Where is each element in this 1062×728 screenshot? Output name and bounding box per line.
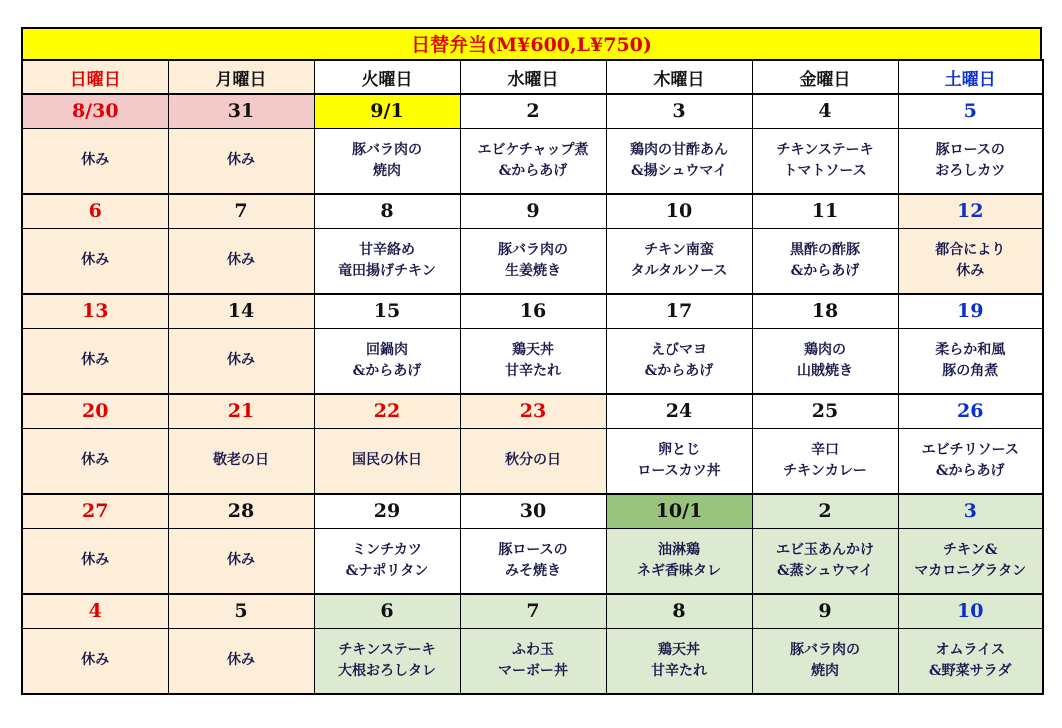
menu-line: エビチリソース: [921, 441, 1019, 458]
menu-cell-wed: [460, 328, 606, 394]
menu-cell-fri: [752, 628, 898, 694]
date-cell-mon: 31: [168, 94, 314, 128]
date-cell-sun: 20: [22, 394, 168, 428]
menu-cell-wed: [460, 528, 606, 594]
menu-cell-wed: [460, 228, 606, 294]
menu-cell-sun: [22, 628, 168, 694]
date-cell-wed: 16: [460, 294, 606, 328]
date-row: [22, 594, 1043, 628]
menu-line: 休み: [81, 152, 110, 169]
date-cell-thu: 24: [606, 394, 752, 428]
menu-line: チキン&: [943, 541, 998, 558]
menu-cell-sat: [898, 628, 1043, 694]
menu-cell-thu: [606, 228, 752, 294]
menu-line: 休み: [227, 352, 255, 369]
date-cell-sat: 10: [898, 594, 1043, 628]
menu-cell-mon: [168, 128, 314, 194]
menu-line: 休み: [227, 652, 255, 669]
menu-line: チキンカレー: [783, 462, 867, 479]
menu-line: &からあげ: [935, 462, 1005, 479]
date-row: [22, 394, 1043, 428]
menu-row: [22, 328, 1043, 394]
menu-cell-tue: [314, 128, 460, 194]
menu-cell-sat: [898, 528, 1043, 594]
menu-cell-wed: [460, 428, 606, 494]
menu-line: 豚バラ肉の: [498, 241, 568, 258]
menu-line: 豚バラ肉の: [790, 641, 860, 658]
menu-line: 柔らか和風: [935, 341, 1006, 358]
menu-cell-tue: [314, 528, 460, 594]
menu-cell-sat: [898, 128, 1043, 194]
menu-line: タルタルソース: [630, 262, 728, 279]
date-cell-fri: 18: [752, 294, 898, 328]
menu-line: みそ焼き: [505, 562, 561, 579]
menu-cell-sun: [22, 328, 168, 394]
date-cell-sat: 5: [898, 94, 1043, 128]
menu-line: &野菜サラダ: [929, 662, 1012, 679]
menu-line: 山賊焼き: [797, 362, 853, 379]
menu-cell-tue: [314, 328, 460, 394]
menu-line: &からあげ: [644, 362, 714, 379]
date-cell-wed: 2: [460, 94, 606, 128]
menu-line: 休み: [227, 152, 255, 169]
menu-line: 鶏肉の: [804, 341, 846, 358]
menu-row: [22, 528, 1043, 594]
weekday-header-sat: 土曜日: [898, 60, 1043, 94]
date-cell-wed: 7: [460, 594, 606, 628]
lunch-calendar: [21, 27, 1042, 695]
menu-line: 豚ロースの: [935, 141, 1005, 158]
menu-cell-wed: [460, 128, 606, 194]
date-cell-tue: 8: [314, 194, 460, 228]
menu-line: 焼肉: [373, 162, 401, 179]
date-cell-tue: 6: [314, 594, 460, 628]
menu-cell-sun: [22, 428, 168, 494]
menu-cell-mon: [168, 528, 314, 594]
date-row: [22, 294, 1043, 328]
menu-cell-sat: [898, 428, 1043, 494]
menu-line: &からあげ: [498, 162, 568, 179]
menu-line: 鶏天丼: [512, 341, 554, 358]
date-cell-fri: 2: [752, 494, 898, 528]
menu-line: 甘辛たれ: [505, 362, 561, 379]
date-cell-mon: 21: [168, 394, 314, 428]
menu-cell-mon: [168, 428, 314, 494]
date-cell-mon: 5: [168, 594, 314, 628]
menu-line: &揚シュウマイ: [630, 162, 728, 179]
date-cell-tue: 15: [314, 294, 460, 328]
menu-line: 休み: [81, 452, 110, 469]
menu-line: 黒酢の酢豚: [790, 241, 860, 258]
menu-row: [22, 628, 1043, 694]
menu-cell-fri: [752, 128, 898, 194]
menu-line: チキンステーキ: [776, 141, 874, 158]
menu-line: ネギ香味タレ: [637, 562, 721, 579]
menu-line: トマトソース: [783, 162, 867, 179]
date-cell-wed: 23: [460, 394, 606, 428]
menu-line: 休み: [227, 252, 255, 269]
date-cell-mon: 14: [168, 294, 314, 328]
date-cell-sun: 6: [22, 194, 168, 228]
menu-line: 休み: [81, 252, 110, 269]
date-cell-fri: 4: [752, 94, 898, 128]
menu-cell-sun: [22, 128, 168, 194]
menu-cell-fri: [752, 228, 898, 294]
menu-cell-thu: [606, 128, 752, 194]
menu-line: 休み: [956, 262, 985, 279]
date-cell-sun: 13: [22, 294, 168, 328]
date-cell-thu: 3: [606, 94, 752, 128]
date-cell-sat: 19: [898, 294, 1043, 328]
menu-line: 休み: [81, 352, 110, 369]
date-cell-tue: 9/1: [314, 94, 460, 128]
date-cell-thu: 8: [606, 594, 752, 628]
menu-line: 生姜焼き: [505, 262, 561, 279]
date-cell-sat: 12: [898, 194, 1043, 228]
menu-line: 鶏肉の甘酢あん: [630, 141, 728, 158]
menu-line: マカロニグラタン: [914, 562, 1027, 579]
menu-cell-tue: [314, 228, 460, 294]
date-cell-tue: 22: [314, 394, 460, 428]
menu-line: おろしカツ: [935, 162, 1006, 179]
menu-line: &からあげ: [790, 262, 860, 279]
page-title: 日替弁当(M¥600,L¥750): [21, 27, 1042, 59]
menu-line: &蒸シュウマイ: [776, 562, 874, 579]
menu-line: 豚バラ肉の: [352, 141, 422, 158]
menu-row: [22, 128, 1043, 194]
menu-line: 回鍋肉: [366, 341, 408, 358]
menu-line: オムライス: [935, 641, 1005, 658]
menu-cell-sun: [22, 528, 168, 594]
calendar-grid: [21, 59, 1044, 695]
date-cell-thu: 10: [606, 194, 752, 228]
menu-cell-thu: [606, 428, 752, 494]
date-row: [22, 494, 1043, 528]
weekday-header-wed: 水曜日: [460, 60, 606, 94]
menu-line: 都合により: [935, 241, 1006, 258]
weekday-header-row: [22, 60, 1043, 94]
menu-cell-mon: [168, 628, 314, 694]
menu-line: 甘辛絡め: [359, 241, 415, 258]
menu-line: 豚ロースの: [498, 541, 568, 558]
menu-line: 油淋鶏: [658, 541, 700, 558]
menu-cell-mon: [168, 228, 314, 294]
date-cell-sun: 8/30: [22, 94, 168, 128]
menu-line: &ナポリタン: [345, 562, 429, 579]
date-cell-wed: 9: [460, 194, 606, 228]
menu-row: [22, 228, 1043, 294]
menu-cell-wed: [460, 628, 606, 694]
menu-cell-thu: [606, 528, 752, 594]
menu-line: チキン南蛮: [644, 241, 714, 258]
menu-line: 豚の角煮: [942, 362, 999, 379]
menu-line: 休み: [81, 652, 110, 669]
menu-line: 休み: [227, 552, 255, 569]
menu-row: [22, 428, 1043, 494]
menu-line: 焼肉: [811, 662, 839, 679]
weekday-header-thu: 木曜日: [606, 60, 752, 94]
menu-line: エビ玉あんかけ: [776, 541, 874, 558]
date-cell-thu: 17: [606, 294, 752, 328]
menu-line: えびマヨ: [651, 341, 707, 358]
menu-line: 大根おろしタレ: [338, 662, 436, 679]
date-cell-sat: 26: [898, 394, 1043, 428]
menu-cell-fri: [752, 328, 898, 394]
date-row: [22, 194, 1043, 228]
menu-line: チキンステーキ: [338, 641, 436, 658]
menu-line: 鶏天丼: [658, 641, 700, 658]
date-cell-tue: 29: [314, 494, 460, 528]
weekday-header-mon: 月曜日: [168, 60, 314, 94]
date-cell-fri: 25: [752, 394, 898, 428]
weekday-header-fri: 金曜日: [752, 60, 898, 94]
menu-cell-fri: [752, 428, 898, 494]
date-row: [22, 94, 1043, 128]
date-cell-fri: 9: [752, 594, 898, 628]
menu-cell-thu: [606, 328, 752, 394]
menu-line: ロースカツ丼: [637, 462, 721, 479]
date-cell-sun: 4: [22, 594, 168, 628]
menu-cell-sun: [22, 228, 168, 294]
date-cell-sat: 3: [898, 494, 1043, 528]
date-cell-mon: 28: [168, 494, 314, 528]
menu-line: 休み: [81, 552, 110, 569]
date-cell-sun: 27: [22, 494, 168, 528]
menu-cell-fri: [752, 528, 898, 594]
menu-line: 秋分の日: [505, 452, 561, 469]
menu-cell-mon: [168, 328, 314, 394]
menu-cell-sat: [898, 328, 1043, 394]
menu-line: 辛口: [811, 441, 839, 458]
date-cell-wed: 30: [460, 494, 606, 528]
menu-cell-tue: [314, 628, 460, 694]
date-cell-thu: 10/1: [606, 494, 752, 528]
menu-line: 竜田揚げチキン: [338, 262, 436, 279]
menu-cell-tue: [314, 428, 460, 494]
menu-cell-thu: [606, 628, 752, 694]
menu-cell-sat: [898, 228, 1043, 294]
date-cell-mon: 7: [168, 194, 314, 228]
menu-line: ふわ玉: [512, 641, 554, 658]
menu-line: 敬老の日: [213, 452, 269, 469]
menu-line: 甘辛たれ: [651, 662, 707, 679]
menu-line: エビケチャップ煮: [477, 141, 589, 158]
menu-line: マーボー丼: [498, 662, 568, 679]
menu-line: 卵とじ: [658, 441, 700, 458]
date-cell-fri: 11: [752, 194, 898, 228]
weekday-header-sun: 日曜日: [22, 60, 168, 94]
menu-line: 国民の休日: [352, 452, 422, 469]
menu-line: &からあげ: [352, 362, 422, 379]
menu-line: ミンチカツ: [352, 541, 422, 558]
weekday-header-tue: 火曜日: [314, 60, 460, 94]
